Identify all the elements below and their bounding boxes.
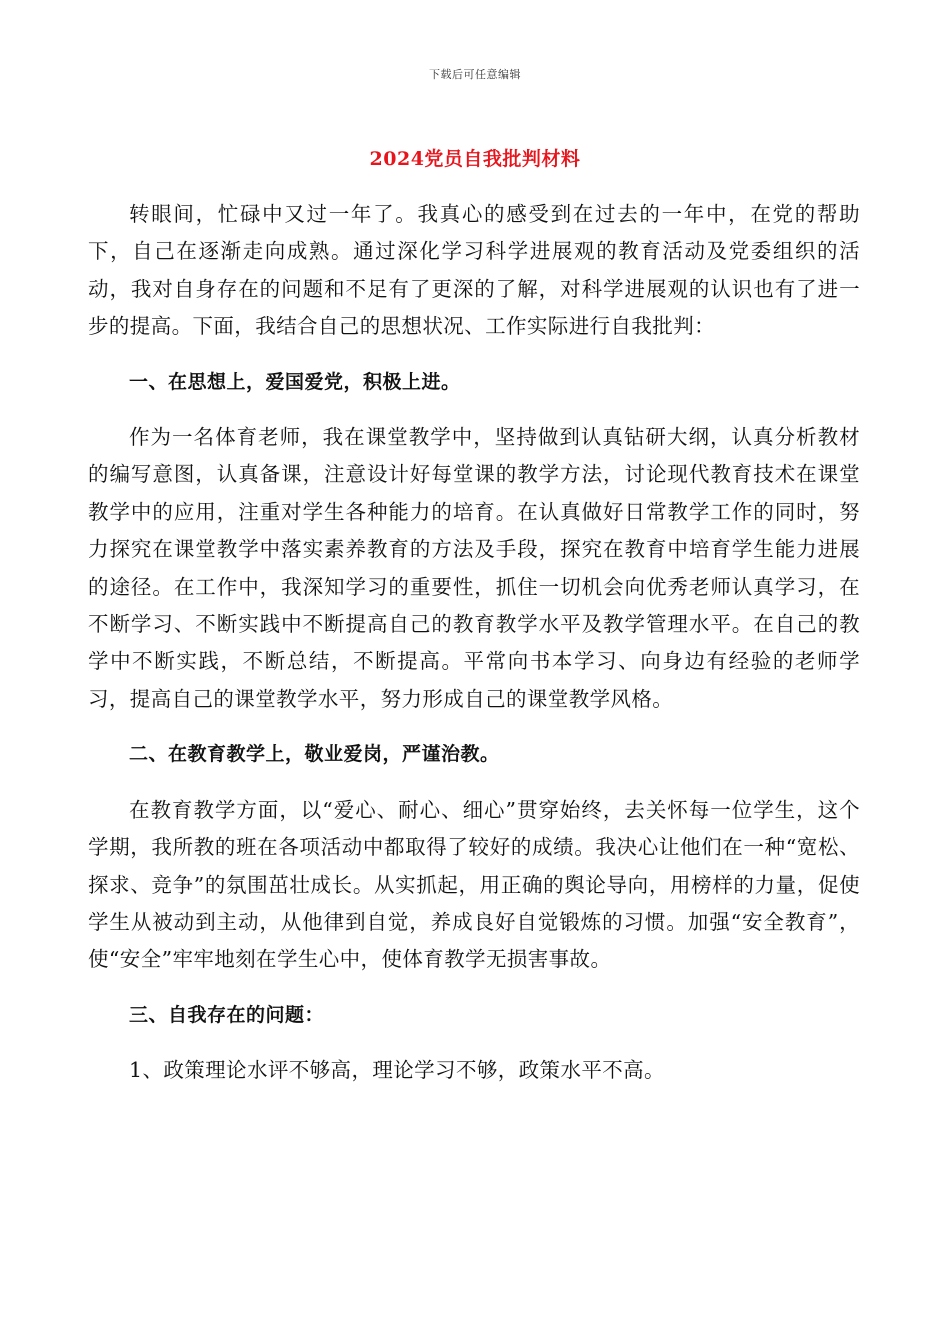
intro-paragraph: 转眼间，忙碌中又过一年了。我真心的感受到在过去的一年中，在党的帮助下，自己在逐渐走向成熟。通过深化学习科学进展观的教育活动及党委组织的活动，我对自身存在的问题和不足有了更深的了解，对科学进展观的认识也有了进一步的提高。下面，我结合自己的思想状况、工作实际进行自我批判： bbox=[88, 202, 860, 339]
section-paragraph-1: 作为一名体育老师，我在课堂教学中，坚持做到认真钻研大纲，认真分析教材的编写意图，认真备课，注意设计好每堂课的教学方法，讨论现代教育技术在课堂教学中的应用，注重对学生各种能力的培育。在认真做好日常教学工作的同时，努力探究在课堂教学中落实素养教育的方法及手段，探究在教育中培育学生能力进展的途径。在工作中，我深知学习的重要性，抓住一切机会向优秀老师认真学习，在不断学习、不断实践中不断提高自己的教育教学水平及教学管理水平。在自己的教学中不断实践，不断总结，不断提高。平常向书本学习、向身边有经验的老师学习，提高自己的课堂教学水平，努力形成自己的课堂教学风格。 bbox=[88, 425, 860, 711]
section-heading-1: 一、在思想上，爱国爱党，积极上进。 bbox=[129, 370, 461, 393]
document-body bbox=[88, 196, 860, 1090]
document-title: 2024党员自我批判材料 bbox=[369, 148, 581, 170]
section-heading-3: 三、自我存在的问题： bbox=[129, 1003, 325, 1026]
section-paragraph-3: 1、政策理论水评不够高，理论学习不够，政策水平不高。 bbox=[129, 1058, 665, 1083]
section-heading-2: 二、在教育教学上，敬业爱岗，严谨治教。 bbox=[129, 743, 500, 766]
section-paragraph-2: 在教育教学方面，以“爱心、耐心、细心”贯穿始终，去关怀每一位学生，这个学期，我所教的班在各项活动中都取得了较好的成绩。我决心让他们在一种“宽松、探求、竞争”的氛围茁壮成长。从实抓起，用正确的舆论导向，用榜样的力量，促使学生从被动到主动，从他律到自觉，养成良好自觉锻炼的习惯。加强“安全教育”，使“安全”牢牢地刻在学生心中，使体育教学无损害事故。 bbox=[88, 797, 860, 972]
header-note: 下载后可任意编辑 bbox=[429, 68, 521, 81]
